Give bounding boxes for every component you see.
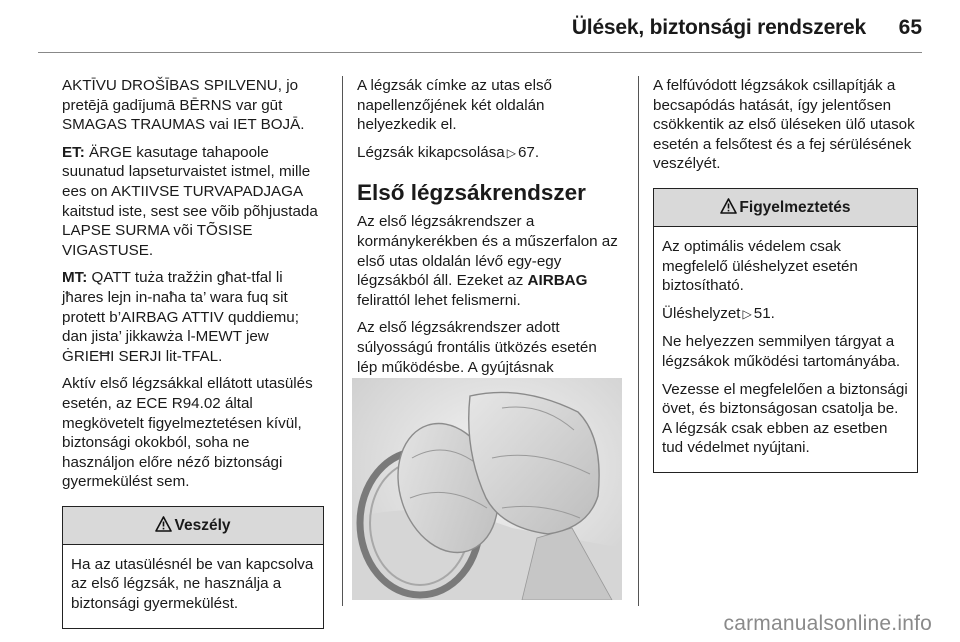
danger-text: Ha az utasülésnél be van kapcsolva az első légzsák, ne használja a biztonsági gyermekülést.	[71, 555, 314, 613]
column-3	[653, 76, 918, 473]
cushioning-paragraph: A felfúvódott légzsákok csillapítják a becsapódás hatását, így jelentősen csökkentik az első üléseken ülő utasok esetén a felsőtest és a fej sérülésének veszélyét.	[653, 77, 915, 173]
seat-position-text: Üléshelyzet	[662, 304, 741, 322]
column-divider-right	[638, 76, 639, 606]
airbag-keyword: AIRBAG	[527, 272, 588, 290]
page-number: 65	[898, 16, 922, 39]
estonian-paragraph	[62, 143, 324, 261]
reference-arrow-icon: ▷	[742, 306, 752, 321]
deactivation-reference	[357, 143, 619, 164]
label-location-paragraph: A légzsák címke az utas első napellenzőjének két oldalán helyezkedik el.	[357, 77, 552, 134]
activation-paragraph: Az első légzsákrendszer adott súlyosságú frontális ütközés esetén lép működésbe. A gyújtásnak	[357, 319, 597, 376]
maltese-text: QATT tuża tražżin għat-tfal li jħares lejn in-naħa ta’ wara fuq sit protett b’AIRBAG ATTIV quddiemu; dan jista’ jikkawża l-MEWT jew ĠRIEĦI SERJI lit-TFAL.	[62, 269, 299, 365]
estonian-text: ÄRGE kasutage tahapoole suunatud lapseturvaistet istmel, mille ees on AKTIIVSE TURVAPADJAGA kaitstud iste, sest see võib põhjustada LAPSE SURMA või TÕSISE VIGASTUSE.	[62, 143, 318, 259]
warning-triangle-icon	[720, 191, 737, 228]
warning-text-3: Ne helyezzen semmilyen tárgyat a légzsákok működési tartományába.	[662, 333, 901, 370]
hungarian-paragraph: Aktív első légzsákkal ellátott utasülés esetén, az ECE R94.02 által megkövetelt figyelmeztetésen kívül, biztonsági okokból, soha ne használjon előre néző biztonsági gyermekülést sem.	[62, 375, 313, 491]
danger-title: Veszély	[174, 516, 231, 534]
danger-header	[63, 507, 323, 545]
column-1	[62, 76, 324, 629]
deactivation-text: Légzsák kikapcsolása	[357, 143, 505, 161]
latvian-paragraph: AKTĪVU DROŠĪBAS SPILVENU, jo pretējā gadījumā BĒRNS var gūt SMAGAS TRAUMAS vai IET BOJĀ.	[62, 77, 305, 134]
warning-triangle-icon	[155, 509, 172, 546]
warning-header	[654, 189, 917, 227]
maltese-paragraph	[62, 268, 324, 366]
column-2	[357, 76, 619, 405]
header-divider	[38, 52, 922, 53]
warning-title: Figyelmeztetés	[739, 198, 851, 216]
seat-position-page: 51.	[753, 304, 775, 322]
watermark: carmanualsonline.info	[723, 612, 932, 635]
warning-text-4: Vezesse el megfelelően a biztonsági övet, és biztonságosan csatolja be. A légzsák csak ebben az esetben tud védelmet nyújtani.	[662, 380, 908, 457]
section-title: Első légzsákrendszer	[357, 180, 586, 206]
system-text-after: felirattól lehet felismerni.	[357, 291, 521, 309]
column-divider-left	[342, 76, 343, 606]
airbag-illustration	[352, 378, 622, 600]
warning-text-1: Az optimális védelem csak megfelelő üléshelyzet esetén biztosítható.	[662, 237, 858, 295]
system-description	[357, 212, 619, 310]
warning-box	[653, 188, 918, 473]
maltese-lead: MT:	[62, 269, 88, 287]
danger-box	[62, 506, 324, 629]
header-title: Ülések, biztonsági rendszerek	[571, 16, 866, 39]
seat-position-reference	[662, 304, 909, 325]
estonian-lead: ET:	[62, 143, 85, 161]
system-text-before: Az első légzsákrendszer a kormánykerékben és a műszerfalon az első utas oldalán lévő egy-egy légzsákból áll. Ezeket az	[357, 213, 618, 290]
deactivation-page: 67.	[517, 143, 540, 161]
reference-arrow-icon: ▷	[506, 145, 516, 160]
